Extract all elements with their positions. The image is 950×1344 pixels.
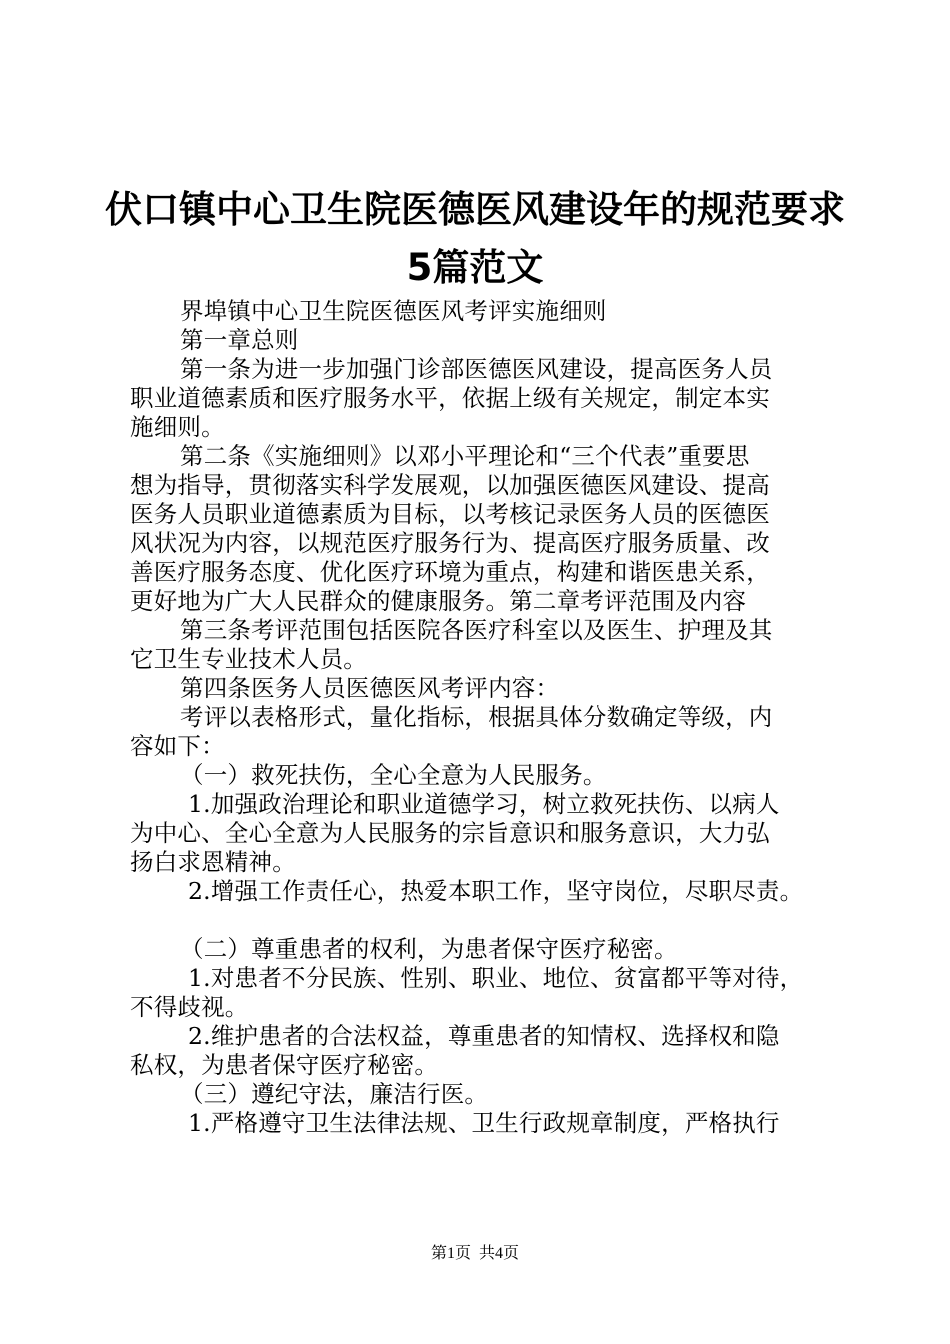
paragraph-line: 私权，为患者保守医疗秘密。 [130,1051,439,1079]
paragraph-line: 2.增强工作责任心，热爱本职工作，坚守岗位，尽职尽责。 [188,877,804,905]
paragraph-line: 更好地为广大人民群众的健康服务。第二章考评范围及内容 [130,587,747,615]
paragraph-line: 善医疗服务态度、优化医疗环境为重点，构建和谐医患关系， [130,558,770,586]
paragraph-line: 1.加强政治理论和职业道德学习，树立救死扶伤、以病人 [188,790,780,818]
blank-line [130,906,830,935]
document-body [130,297,830,1138]
document-title-line-2: 5篇范文 [406,246,544,289]
paragraph-line: 容如下： [130,732,225,760]
paragraph-line: 1.对患者不分民族、性别、职业、地位、贫富都平等对待， [188,964,804,992]
paragraph-line: 考评以表格形式，量化指标，根据具体分数确定等级，内 [180,703,773,731]
paragraph-line: 想为指导，贯彻落实科学发展观，以加强医德医风建设、提高 [130,471,770,499]
page-footer: 第1页 共4页 [430,1245,519,1262]
paragraph-line: （二）尊重患者的权利，为患者保守医疗秘密。 [180,935,678,963]
paragraph-line: 不得歧视。 [130,993,249,1021]
paragraph-line: 它卫生专业技术人员。 [130,645,367,673]
paragraph-line: 为中心、全心全意为人民服务的宗旨意识和服务意识，大力弘 [130,819,770,847]
paragraph-line: 扬白求恩精神。 [130,848,296,876]
paragraph-line: 第二条《实施细则》以邓小平理论和“三个代表”重要思 [180,442,750,470]
paragraph-line: 第一章总则 [180,326,299,354]
paragraph-line: 职业道德素质和医疗服务水平，依据上级有关规定，制定本实 [130,384,770,412]
paragraph-line: 界埠镇中心卫生院医德医风考评实施细则 [180,297,607,325]
paragraph-line: 第一条为进一步加强门诊部医德医风建设，提高医务人员 [180,355,773,383]
paragraph-line: 1.严格遵守卫生法律法规、卫生行政规章制度，严格执行 [188,1109,780,1137]
document-title-line-1: 伏口镇中心卫生院医德医风建设年的规范要求 [105,188,845,231]
paragraph-line: 医务人员职业道德素质为目标，以考核记录医务人员的医德医 [130,500,770,528]
paragraph-line: 风状况为内容，以规范医疗服务行为、提高医疗服务质量、改 [130,529,770,557]
paragraph-line: （三）遵纪守法，廉洁行医。 [180,1080,489,1108]
paragraph-line: （一）救死扶伤，全心全意为人民服务。 [180,761,607,789]
paragraph-line: 第四条医务人员医德医风考评内容： [180,674,560,702]
paragraph-line: 2.维护患者的合法权益，尊重患者的知情权、选择权和隐 [188,1022,780,1050]
paragraph-line: 施细则。 [130,413,225,441]
paragraph-line: 第三条考评范围包括医院各医疗科室以及医生、护理及其 [180,616,773,644]
